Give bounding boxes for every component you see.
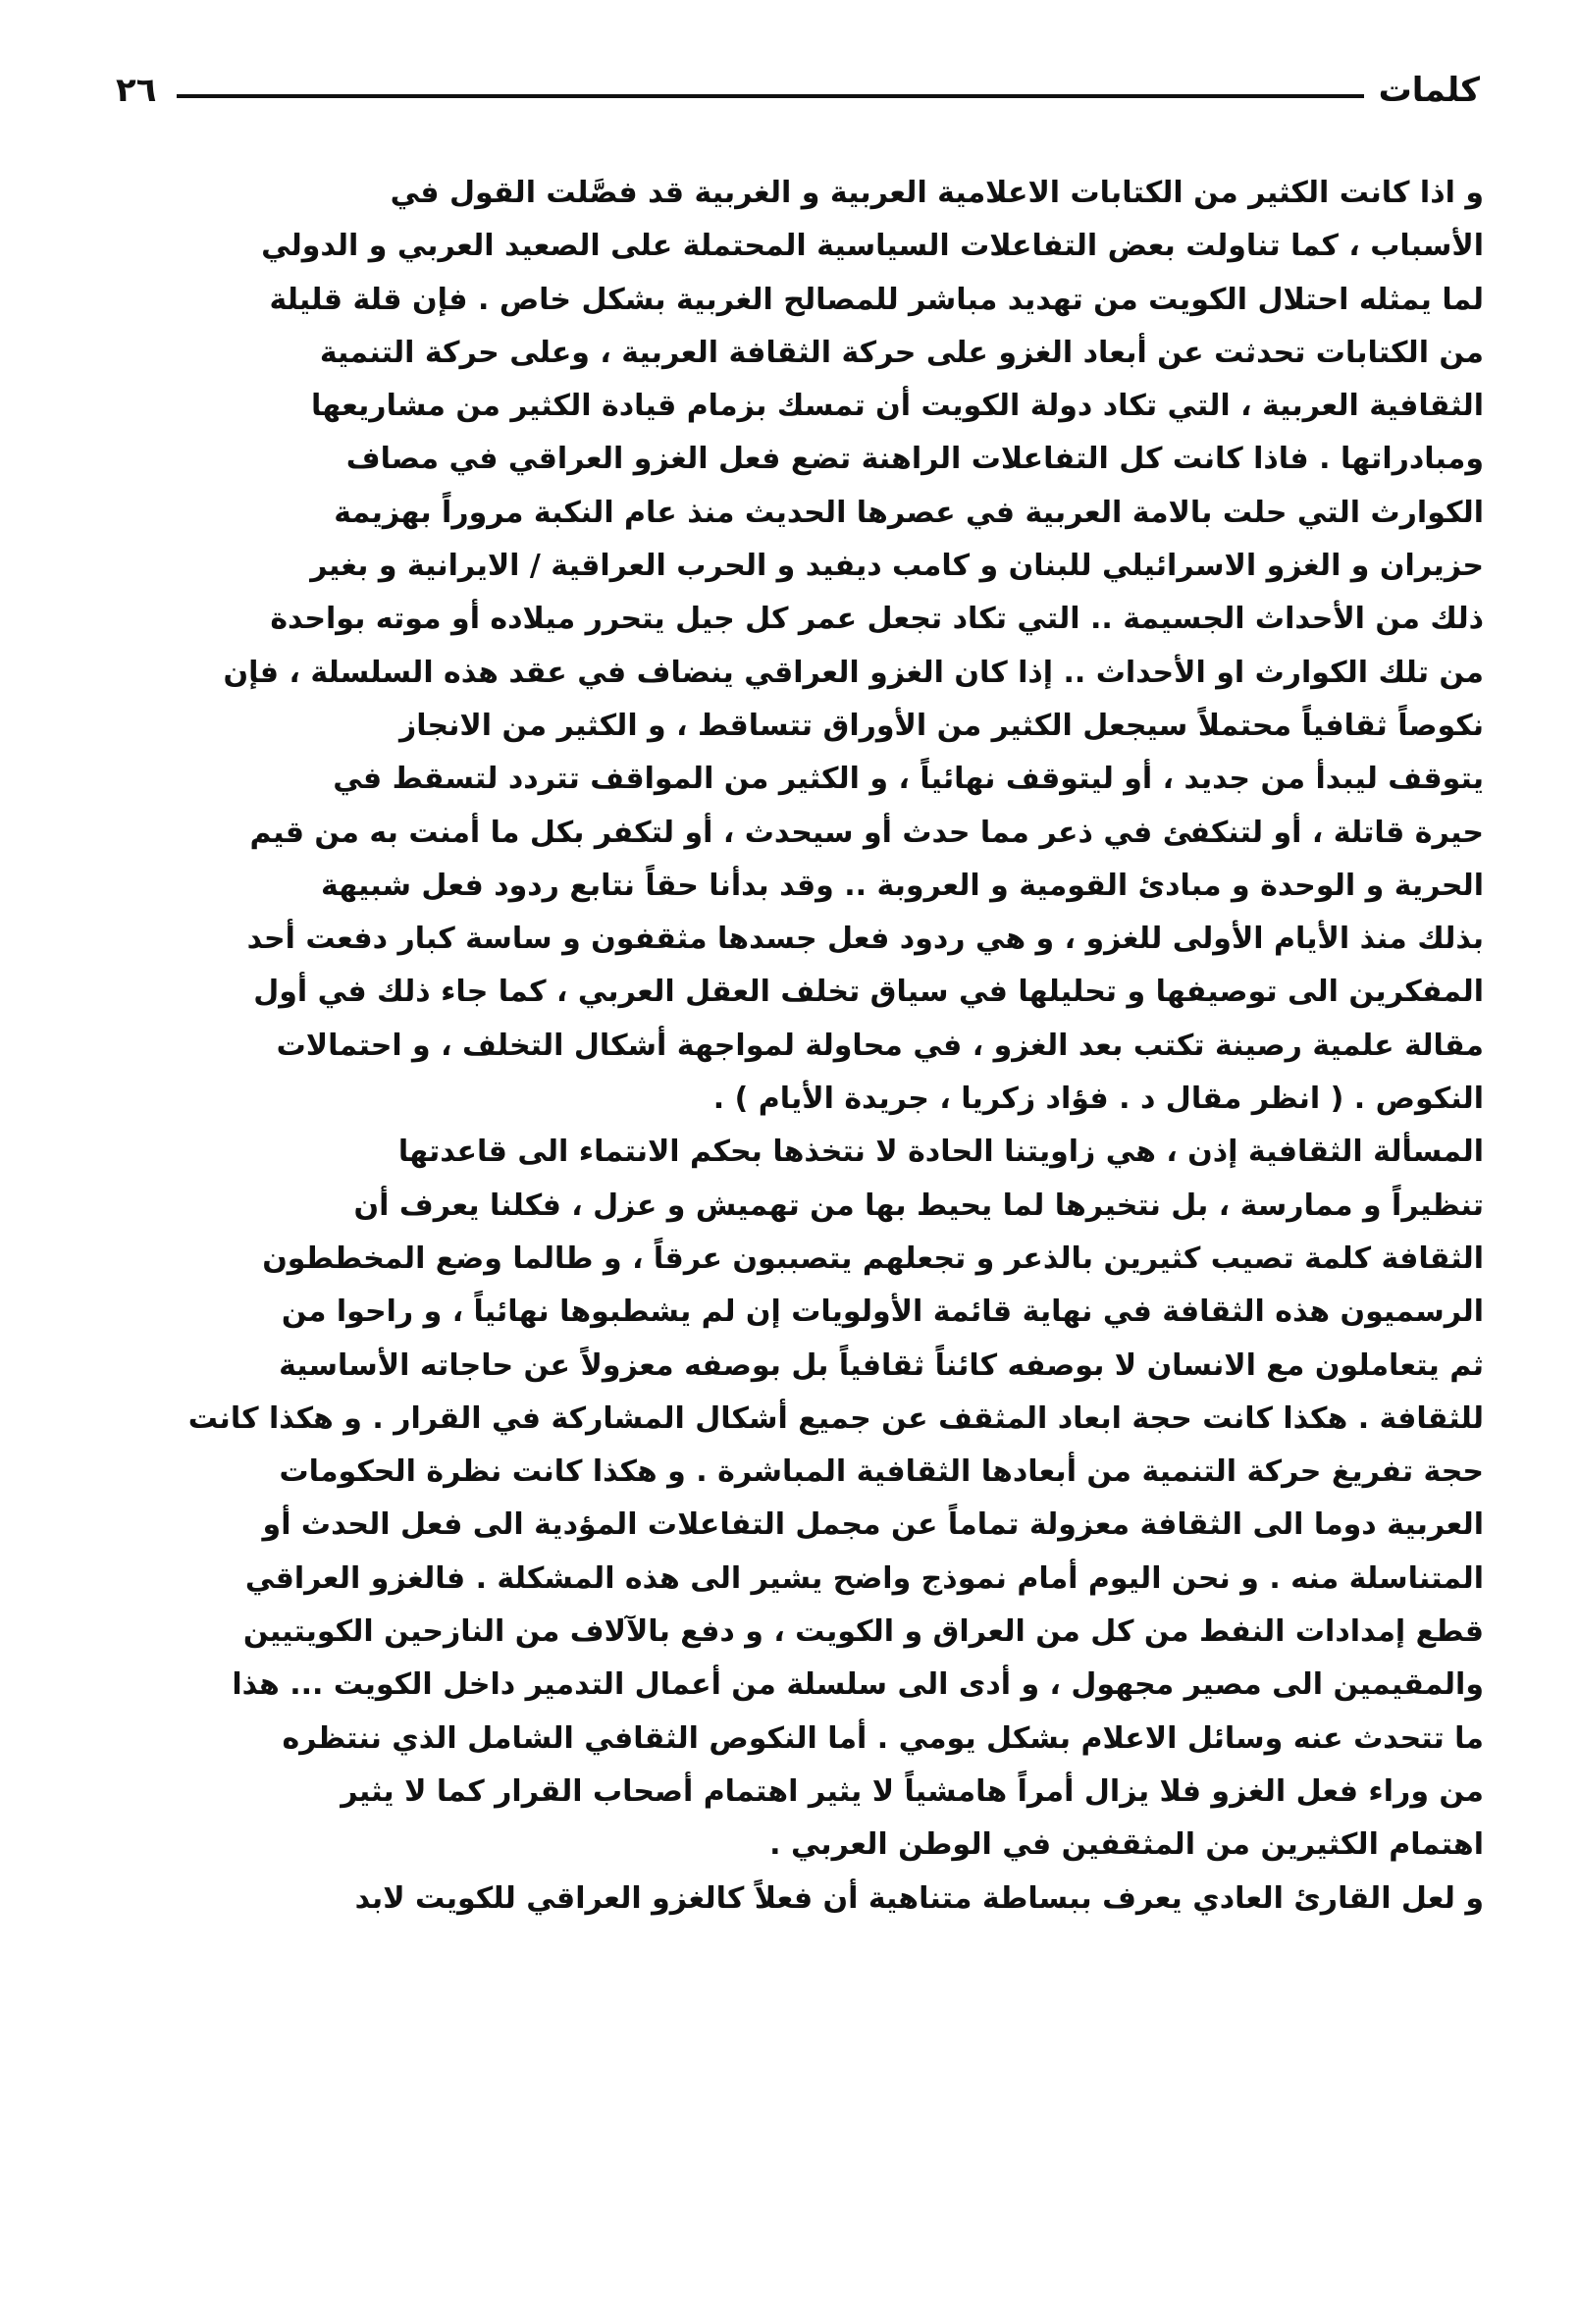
text-line-14: الحرية و الوحدة و مبادئ القومية و العروبة .. وقد بدأنا حقاً نتابع ردود فعل شبيهة [321,868,1484,903]
text-line-10: من تلك الكوارث او الأحداث .. إذا كان الغزو العراقي ينضاف في عقد هذه السلسلة ، فإن [223,655,1484,690]
article-text [92,167,1484,2297]
text-line-11: نكوصاً ثقافياً محتملاً سيجعل الكثير من الأوراق تتساقط ، و الكثير من الانجاز [398,708,1484,743]
text-line-7: الكوارث التي حلت بالامة العربية في عصرها الحديث منذ عام النكبة مروراً بهزيمة [334,495,1484,530]
text-line-21: الثقافة كلمة تصيب كثيرين بالذعر و تجعلهم يتصببون عرقاً ، و طالما وضع المخططون [262,1241,1484,1276]
text-line-30: ما تتحدث عنه وسائل الاعلام بشكل يومي . أما النكوص الثقافي الشامل الذي ننتظره [282,1720,1484,1756]
text-line-17: مقالة علمية رصينة تكتب بعد الغزو ، في محاولة لمواجهة أشكال التخلف ، و احتمالات [276,1028,1484,1063]
text-line-32: اهتمام الكثيرين من المثقفين في الوطن العربي . [769,1827,1484,1863]
text-line-27: المتناسلة منه . و نحن اليوم أمام نموذج واضح يشير الى هذه المشكلة . فالغزو العراقي [244,1560,1484,1596]
text-line-2: الأسباب ، كما تناولت بعض التفاعلات السياسية المحتملة على الصعيد العربي و الدولي [261,229,1484,264]
text-line-1: و اذا كانت الكثير من الكتابات الاعلامية العربية و الغربية قد فصَّلت القول في [390,176,1484,210]
page-number: ٢٦ [116,71,157,110]
text-line-24: للثقافة . هكذا كانت حجة ابعاد المثقف عن جميع أشكال المشاركة في القرار . و هكذا كانت [187,1400,1484,1436]
text-line-4: من الكتابات تحدثت عن أبعاد الغزو على حركة الثقافة العربية ، وعلى حركة التنمية [319,335,1484,370]
text-line-9: ذلك من الأحداث الجسيمة .. التي تكاد تجعل عمر كل جيل يتحرر ميلاده أو موته بواحدة [270,602,1484,637]
text-line-31: من وراء فعل الغزو فلا يزال أمراً هامشياً لا يثير اهتمام أصحاب القرار كما لا يثير [341,1773,1484,1809]
header-rule [177,94,1364,98]
page-header [116,71,1480,122]
section-title: كلمات [1378,71,1480,110]
text-line-8: حزيران و الغزو الاسرائيلي للبنان و كامب ديفيد و الحرب العراقية / الايرانية و بغير [310,549,1484,584]
text-line-20: تنظيراً و ممارسة ، بل نتخيرها لما يحيط بها من تهميش و عزل ، فكلنا يعرف أن [353,1188,1484,1223]
text-line-28: قطع إمدادات النفط من كل من العراق و الكويت ، و دفع بالآلاف من النازحين الكويتيين [242,1614,1484,1650]
text-line-3: لما يمثله احتلال الكويت من تهديد مباشر للمصالح الغربية بشكل خاص . فإن قلة قليلة [269,282,1484,317]
text-line-16: المفكرين الى توصيفها و تحليلها في سياق تخلف العقل العربي ، كما جاء ذلك في أول [253,975,1484,1010]
text-line-33: و لعل القارئ العادي يعرف ببساطة متناهية أن فعلاً كالغزو العراقي للكويت لابد [354,1880,1484,1916]
text-line-22: الرسميون هذه الثقافة في نهاية قائمة الأولويات إن لم يشطبوها نهائياً ، و راحوا من [281,1294,1484,1330]
text-line-19: المسألة الثقافية إذن ، هي زاويتنا الحادة لا نتخذها بحكم الانتماء الى قاعدتها [397,1135,1484,1170]
text-line-25: حجة تفريغ حركة التنمية من أبعادها الثقافية المباشرة . و هكذا كانت نظرة الحكومات [279,1454,1484,1490]
text-line-5: الثقافية العربية ، التي تكاد دولة الكويت أن تمسك بزمام قيادة الكثير من مشاريعها [311,389,1484,424]
text-line-12: يتوقف ليبدأ من جديد ، أو ليتوقف نهائياً ، و الكثير من المواقف تتردد لتسقط في [333,762,1484,797]
text-line-26: العربية دوما الى الثقافة معزولة تماماً عن مجمل التفاعلات المؤدية الى فعل الحدث أو [262,1507,1484,1543]
text-line-15: بذلك منذ الأيام الأولى للغزو ، و هي ردود فعل جسدها مثقفون و ساسة كبار دفعت أحد [246,922,1484,957]
text-line-6: ومبادراتها . فاذا كانت كل التفاعلات الراهنة تضع فعل الغزو العراقي في مصاف [345,442,1484,477]
text-line-23: ثم يتعاملون مع الانسان لا بوصفه كائناً ثقافياً بل بوصفه معزولاً عن حاجاته الأساسية [279,1347,1484,1383]
text-line-13: حيرة قاتلة ، أو لتنكفئ في ذعر مما حدث أو سيحدث ، أو لتكفر بكل ما أمنت به من قيم [249,815,1484,850]
text-line-29: والمقيمين الى مصير مجهول ، و أدى الى سلسلة من أعمال التدمير داخل الكويت ... هذا [232,1667,1484,1703]
text-line-18: النكوص . ( انظر مقال د . فؤاد زكريا ، جريدة الأيام ) . [712,1082,1484,1117]
